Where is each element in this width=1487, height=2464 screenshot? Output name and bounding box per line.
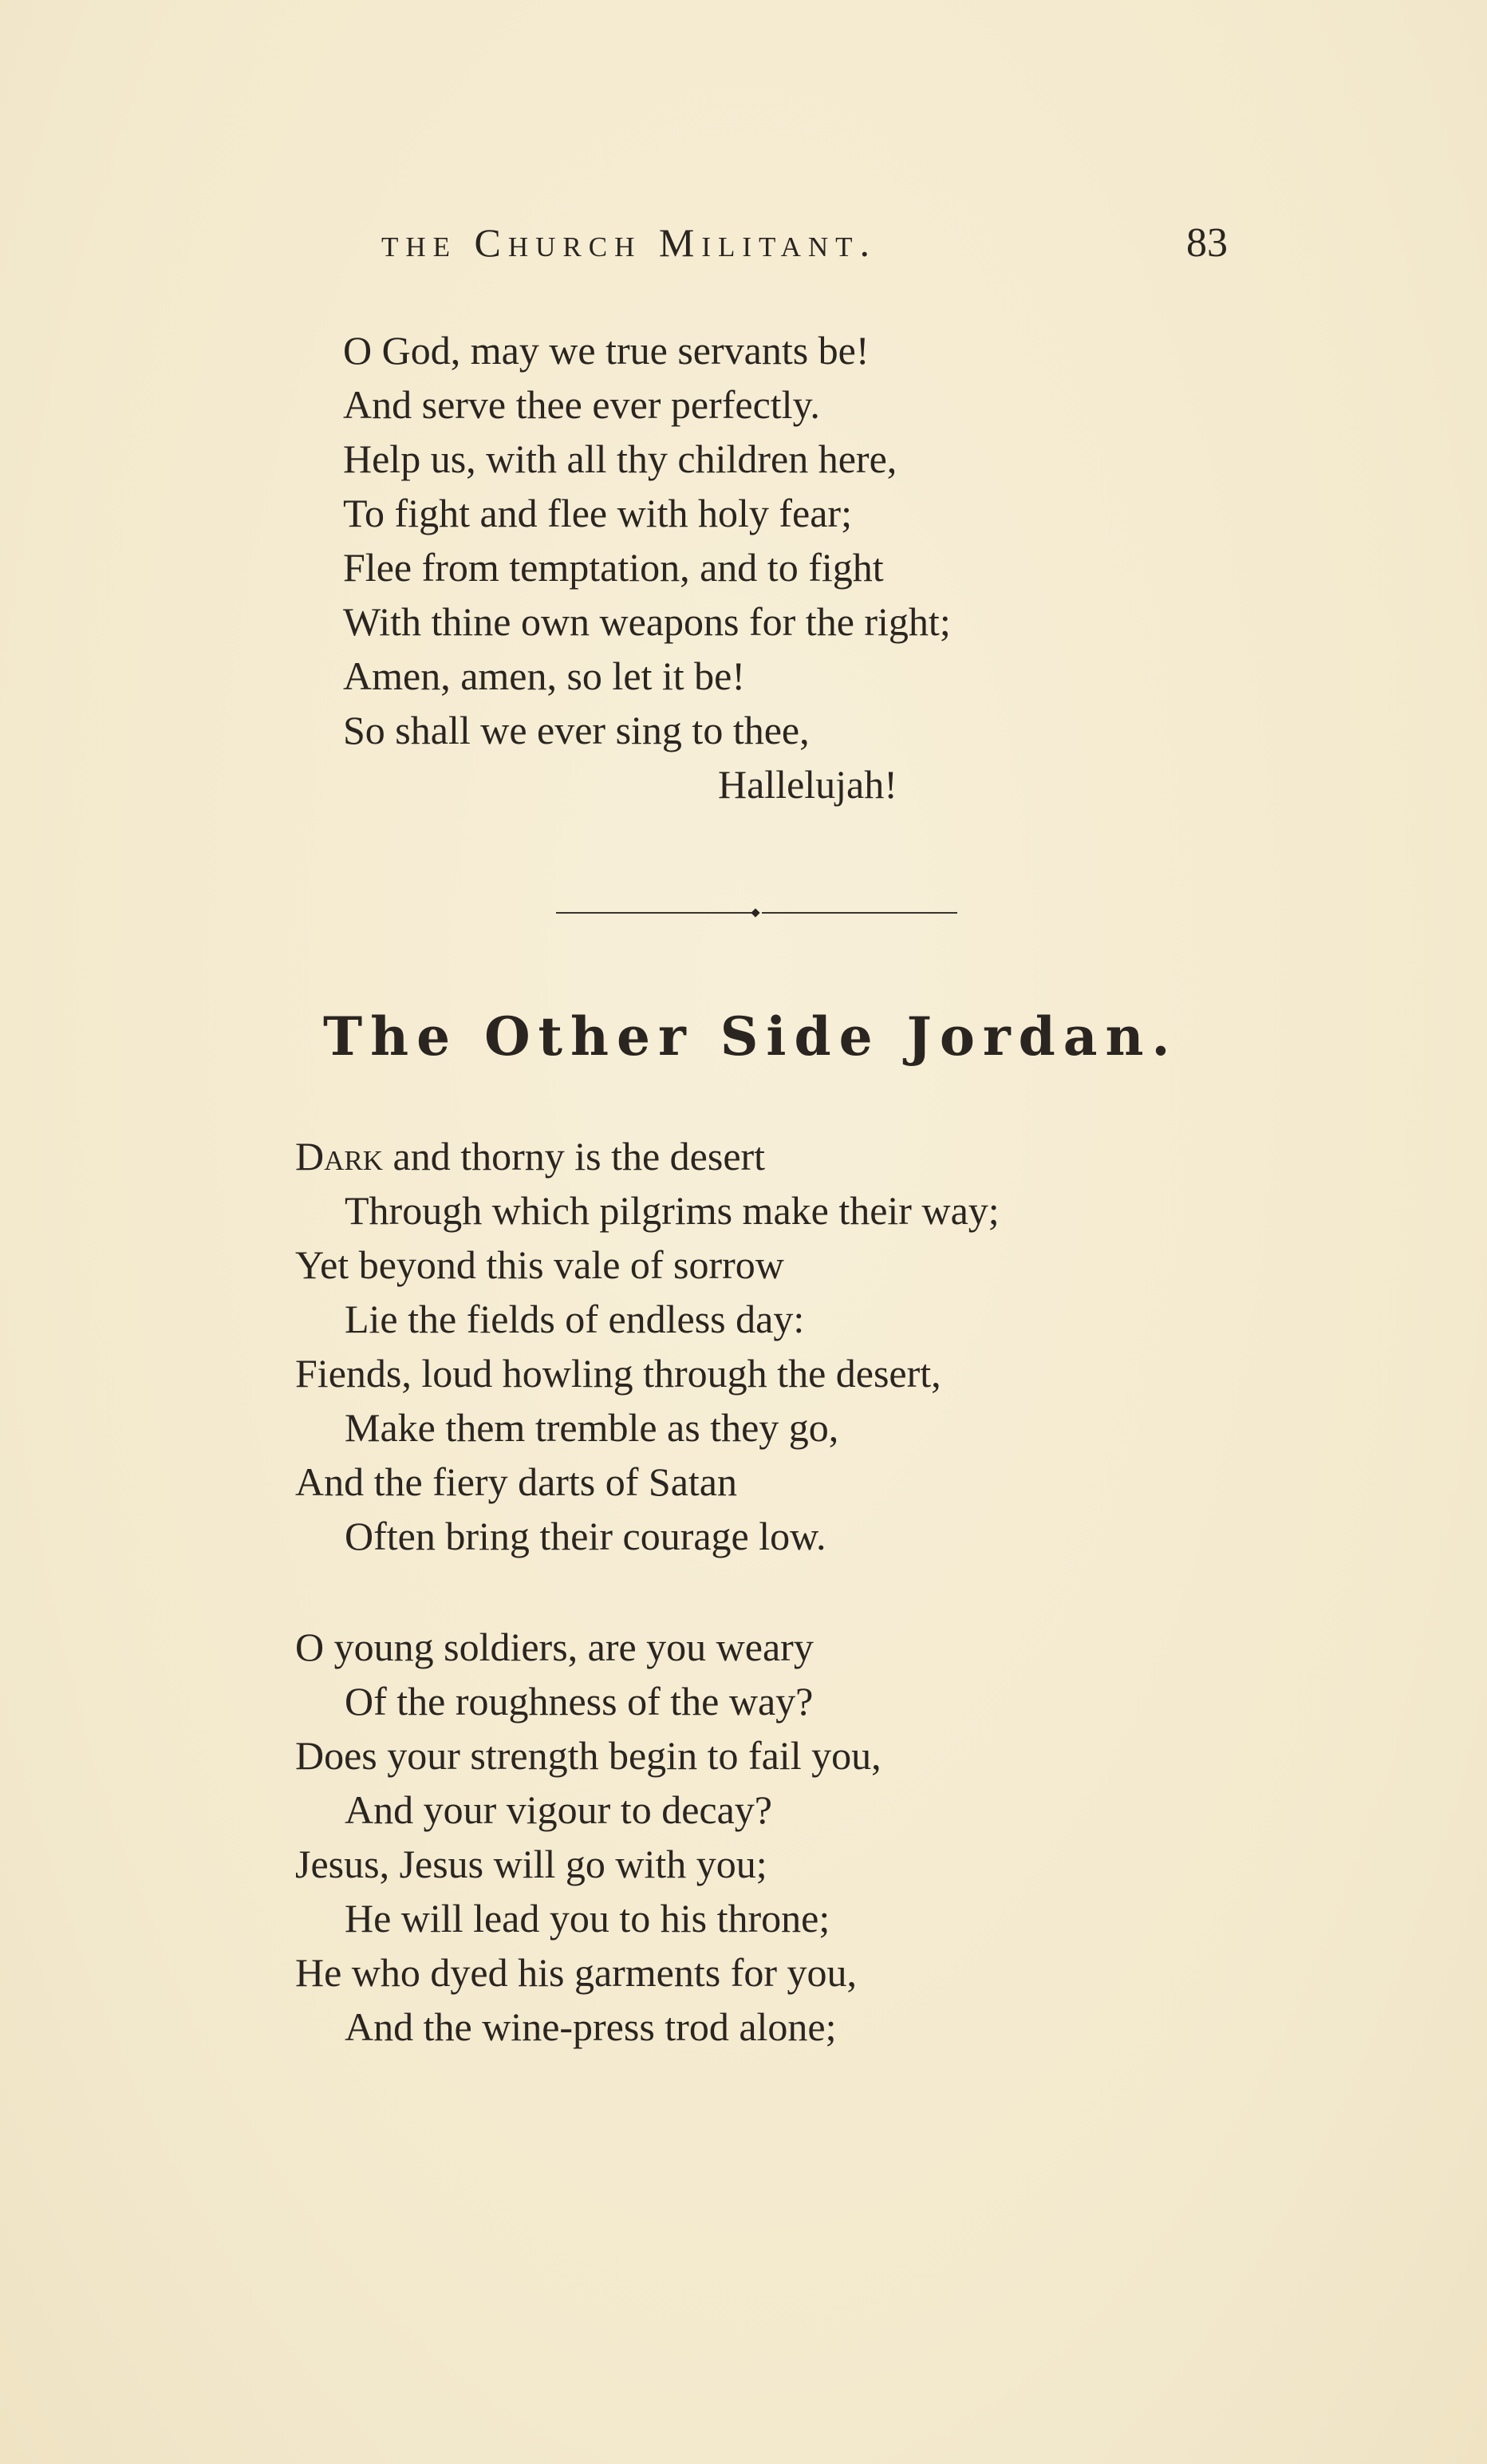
poem-title: The Other Side Jordan. [323,1005,1178,1068]
divider-rule-right [762,912,957,914]
verse-line: Lie the fields of endless day: [345,1297,805,1341]
verse-line: To fight and flee with holy fear; [343,491,852,535]
diamond-ornament-icon [751,908,759,917]
stanza-1 [343,323,951,811]
first-line-rest: and thorny is the desert [383,1134,766,1179]
verse-line: O God, may we true servants be! [343,328,870,373]
verse-line: Through which pilgrims make their way; [345,1188,1000,1233]
verse-line: And the wine-press trod alone; [345,2004,837,2049]
verse-line: And the fiery darts of Satan [295,1459,738,1504]
verse-line: Flee from temptation, and to fight [343,545,884,590]
verse-line: Of the roughness of the way? [345,1679,814,1724]
stanza-3 [295,1620,882,2054]
verse-line: He who dyed his garments for you, [295,1950,858,1995]
verse-line: Yet beyond this vale of sorrow [295,1242,784,1287]
verse-line: He will lead you to his throne; [345,1896,830,1941]
page-number: 83 [1186,220,1228,266]
verse-line: And serve thee ever perfectly. [343,382,820,427]
stanza-2 [295,1129,1000,1563]
verse-line: O young soldiers, are you weary [295,1625,814,1669]
verse-line: Fiends, loud howling through the desert, [295,1351,941,1396]
verse-line-first [295,1129,1000,1183]
verse-line: With thine own weapons for the right; [343,599,951,644]
running-title: the Church Militant. [381,220,878,265]
verse-line: Make them tremble as they go, [345,1405,839,1450]
verse-line: Help us, with all thy children here, [343,436,897,481]
drop-word: Dark [295,1134,384,1179]
verse-line: Does your strength begin to fail you, [295,1733,882,1778]
verse-line: Amen, amen, so let it be! [343,654,746,698]
verse-line: And your vigour to decay? [345,1787,772,1832]
verse-line: Often bring their courage low. [345,1514,826,1558]
running-head [0,219,1487,275]
verse-line-refrain: Hallelujah! [718,762,897,807]
verse-line: So shall we ever sing to thee, [343,708,810,752]
verse-line: Jesus, Jesus will go with you; [295,1842,767,1886]
section-divider [556,910,957,916]
divider-rule-left [556,912,752,914]
